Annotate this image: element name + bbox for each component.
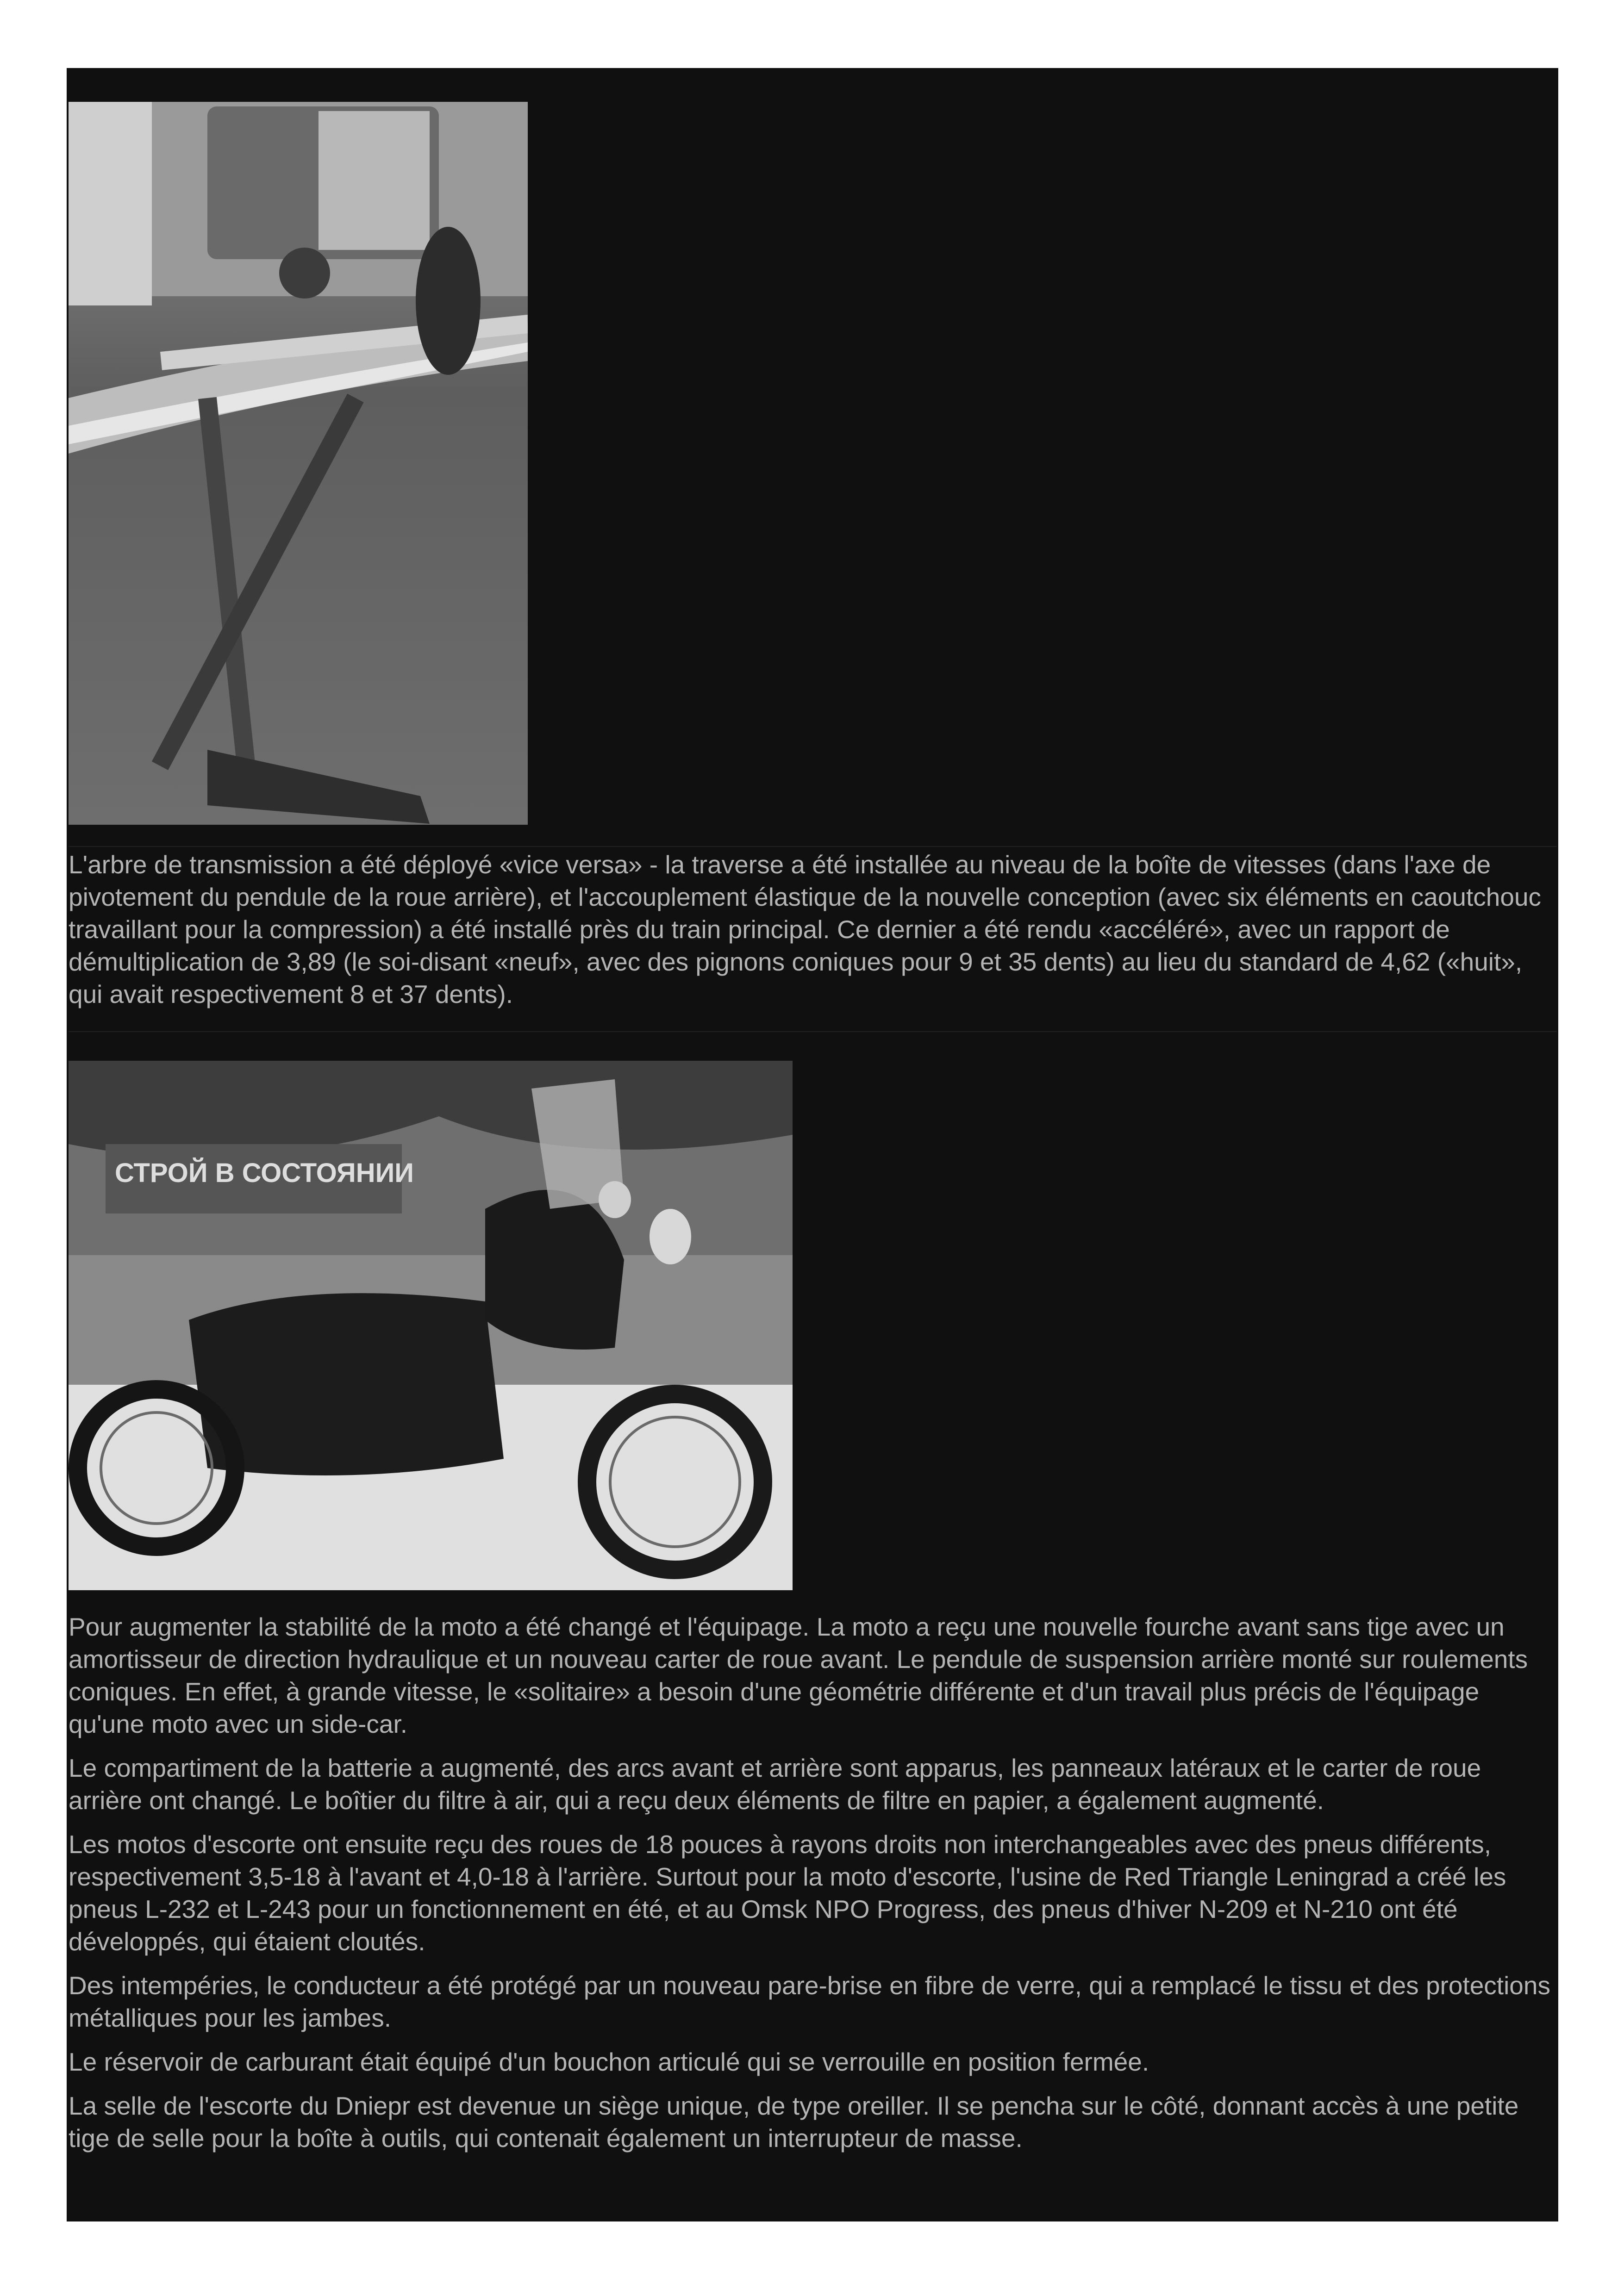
rule: [69, 846, 1557, 847]
sidecar-motorcycle-photo: [69, 1061, 793, 1590]
paragraph-3: Les motos d'escorte ont ensuite reçu des roues de 18 pouces à rayons droits non interchangeables avec des pneus différents, respectivement 3,5-18 à l'avant et 4,0-18 à l'arrière. Surtout pour la moto d'escorte, l'usine de Red Triangle Leningrad a créé les pneus L-232 et L-243 pour un fonctionnement en été, et au Omsk NPO Progress, des pneus d'hiver N-209 et N-210 ont été développés, qui étaient cloutés.: [69, 1830, 1506, 1956]
sidecar-motorcycle-photo-icon: [69, 1061, 793, 1590]
paragraph-2: Le compartiment de la batterie a augmenté, des arcs avant et arrière sont apparus, les panneaux latéraux et le carter de roue arrière ont changé. Le boîtier du filtre à air, qui a reçu deux éléments de filtre en papier, a également augmenté.: [69, 1754, 1481, 1815]
caption-text: L'arbre de transmission a été déployé «vice versa» - la traverse a été installée au niveau de la boîte de vitesses (dans l'axe de pivotement du pendule de la roue arrière), et l'accouplement élastique de la nouvelle conception (avec six éléments en caoutchouc travaillant pour la compression) a été installé près du train principal. Ce dernier a été rendu «accéléré», avec un rapport de démultiplication de 3,89 (le soi-disant «neuf», avec des pignons coniques pour 9 et 35 dents) au lieu du standard de 4,62 («huit», qui avait respectivement 8 et 37 dents).: [69, 850, 1542, 1008]
sign-text: СТРОЙ В СОСТОЯНИИ: [115, 1158, 414, 1188]
kickstand-photo-icon: [69, 102, 528, 825]
kickstand-photo: [69, 102, 528, 825]
body-text: [69, 1611, 1557, 2154]
paragraph-1: Pour augmenter la stabilité de la moto a été changé et l'équipage. La moto a reçu une nouvelle fourche avant sans tige avec un amortisseur de direction hydraulique et un nouveau carter de roue avant. Le pendule de suspension arrière monté sur roulements coniques. En effet, à grande vitesse, le «solitaire» a besoin d'une géométrie différente et d'un travail plus précis de l'équipage qu'une moto avec un side-car.: [69, 1612, 1528, 1738]
paragraph-4: Des intempéries, le conducteur a été protégé par un nouveau pare-brise en fibre de verre, qui a remplacé le tissu et des protections métalliques pour les jambes.: [69, 1971, 1550, 2032]
paragraph-6: La selle de l'escorte du Dniepr est devenue un siège unique, de type oreiller. Il se pencha sur le côté, donnant accès à une petite tige de selle pour la boîte à outils, qui contenait également un interrupteur de masse.: [69, 2091, 1519, 2153]
caption-transmission: [69, 848, 1557, 1010]
rule: [69, 1031, 1557, 1032]
paragraph-5: Le réservoir de carburant était équipé d'un bouchon articulé qui se verrouille en position fermée.: [69, 2047, 1149, 2076]
